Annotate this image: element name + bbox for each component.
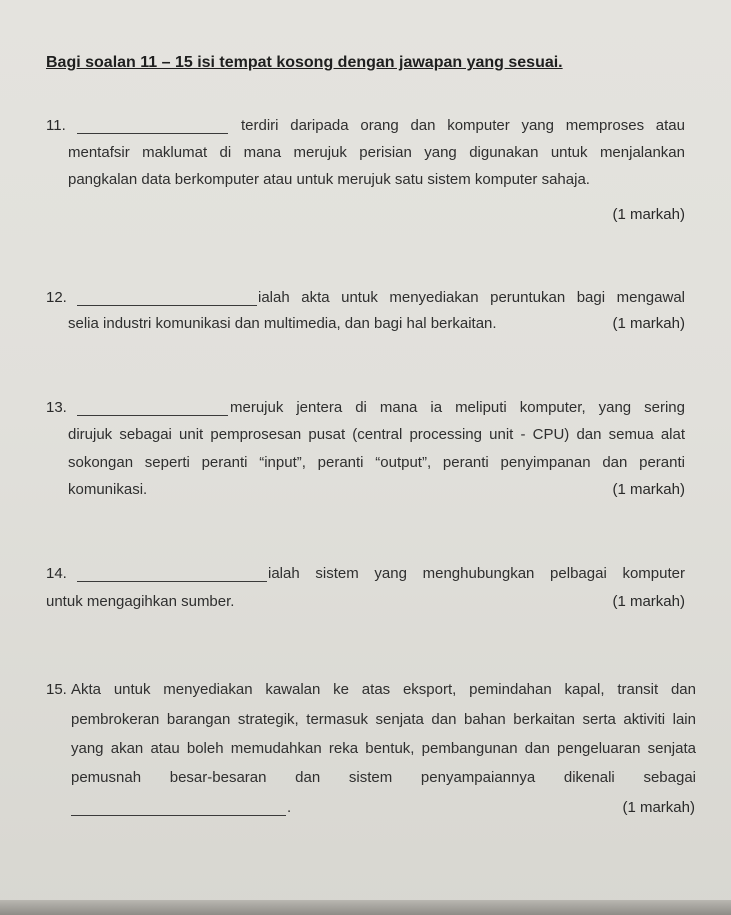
question-text-line: selia industri komunikasi dan multimedia, dan bagi hal berkaitan. [68,315,497,332]
answer-blank-13[interactable] [77,415,228,416]
question-text-line: merujuk jentera di mana ia meliputi komputer, yang sering [230,399,685,416]
question-text-line: pemusnah besar-besaran dan sistem penyampaiannya dikenali sebagai [71,769,696,786]
question-text-line: komunikasi. [68,481,148,498]
answer-blank-15[interactable] [71,815,286,816]
question-text-line: ialah akta untuk menyediakan peruntukan bagi mengawal [258,289,685,306]
mark-label: (1 markah) [612,315,685,332]
question-text-line: ialah sistem yang menghubungkan pelbagai komputer [268,565,685,582]
question-text-line: untuk mengagihkan sumber. [46,593,235,610]
question-number: 15. [46,681,67,698]
mark-label: (1 markah) [612,593,685,610]
question-text-line: terdiri daripada orang dan komputer yang memproses atau [241,117,685,134]
question-text-line: Akta untuk menyediakan kawalan ke atas eksport, pemindahan kapal, transit dan [71,681,696,698]
answer-blank-12[interactable] [77,305,257,306]
question-number: 13. [46,399,67,416]
question-text-line: sokongan seperti peranti “input”, peranti “output”, peranti penyimpanan dan peranti [68,454,685,471]
question-text-line: pembrokeran barangan strategik, termasuk senjata dan bahan berkaitan serta aktiviti lain [71,711,696,728]
mark-label: (1 markah) [622,799,695,816]
question-text-line: yang akan atau boleh memudahkan reka bentuk, pembangunan dan pengeluaran senjata [71,740,696,757]
mark-label: (1 markah) [612,206,685,223]
question-text-line: mentafsir maklumat di mana merujuk perisian yang digunakan untuk menjalankan [68,144,685,161]
instructions-heading: Bagi soalan 11 – 15 isi tempat kosong dengan jawapan yang sesuai. [46,54,563,71]
answer-blank-14[interactable] [77,581,267,582]
mark-label: (1 markah) [612,481,685,498]
answer-blank-11[interactable] [77,133,228,134]
question-number: 12. [46,289,67,306]
question-text-line: dirujuk sebagai unit pemprosesan pusat (central processing unit - CPU) dan semua alat [68,426,685,443]
question-text-line: pangkalan data berkomputer atau untuk merujuk satu sistem komputer sahaja. [68,171,590,188]
end-punctuation: . [287,799,292,816]
question-number: 11. [46,117,66,134]
question-number: 14. [46,565,67,582]
page-bottom-edge [0,900,731,915]
